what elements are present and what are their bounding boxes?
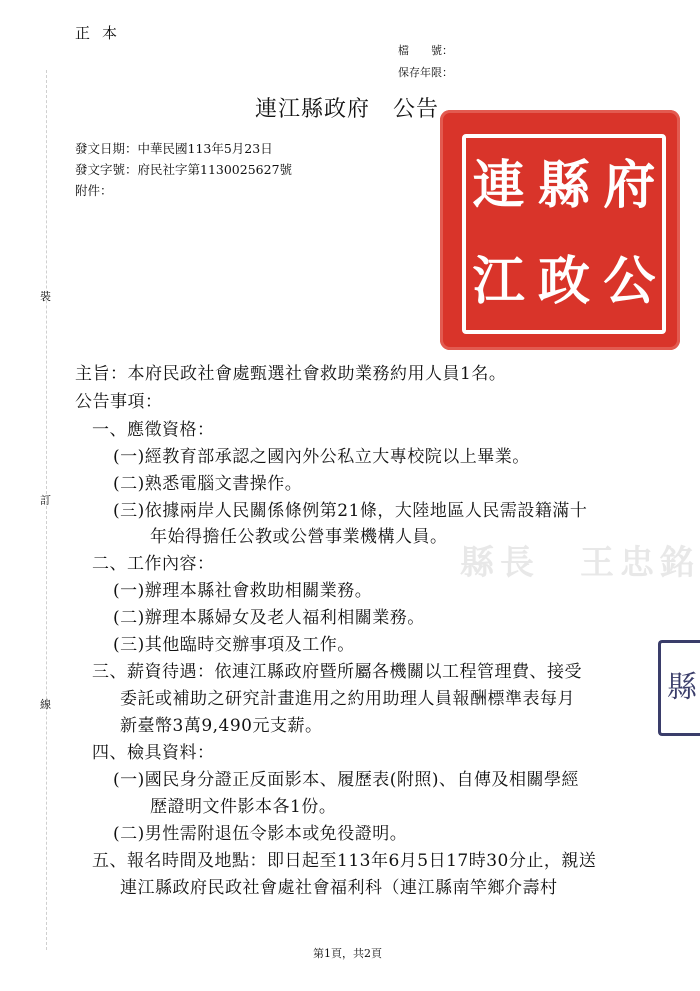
sub-item: (二)男性需附退伍令影本或免役證明。 bbox=[113, 824, 408, 844]
binding-line bbox=[46, 70, 47, 950]
sub-item: (二)熟悉電腦文書操作。 bbox=[113, 474, 303, 494]
item-heading: 五、報名時間及地點：即日起至113年6月5日17時30分止，親送 bbox=[92, 851, 597, 871]
document-title: 連江縣政府 公告 bbox=[255, 97, 440, 122]
faint-signature-stamp: 縣長 王忠銘 bbox=[460, 543, 700, 583]
sub-item: (三)其他臨時交辦事項及工作。 bbox=[113, 635, 355, 655]
item-heading: 二、工作內容： bbox=[92, 554, 215, 574]
sub-item: (一)國民身分證正反面影本、履歷表(附照)、自傳及相關學經 bbox=[113, 770, 580, 790]
sub-item: (一)辦理本縣社會救助相關業務。 bbox=[113, 581, 373, 601]
seal-char: 縣 bbox=[537, 155, 590, 216]
item-heading: 三、薪資待遇：依連江縣政府暨所屬各機關以工程管理費、接受 bbox=[92, 662, 582, 682]
section-label: 公告事項： bbox=[75, 392, 163, 412]
retention-period-label: 保存年限： bbox=[398, 66, 453, 79]
page-footer: 第1頁，共2頁 bbox=[313, 947, 382, 960]
side-seal-stamp: 縣 bbox=[658, 640, 700, 736]
sub-item-continuation: 歷證明文件影本各1份。 bbox=[150, 797, 337, 817]
binding-mark-bind: 裝 bbox=[40, 290, 51, 303]
item-continuation: 新臺幣3萬9,490元支薪。 bbox=[120, 716, 323, 736]
binding-mark-staple: 訂 bbox=[40, 494, 51, 507]
subject-line: 主旨：本府民政社會處甄選社會救助業務約用人員1名。 bbox=[75, 364, 507, 384]
copy-label: 正本 bbox=[75, 24, 130, 42]
sub-item: (一)經教育部承認之國內外公私立大專校院以上畢業。 bbox=[113, 447, 530, 467]
item-continuation: 委託或補助之研究計畫進用之約用助理人員報酬標準表每月 bbox=[120, 689, 575, 709]
attachment-label: 附件： bbox=[75, 183, 113, 198]
seal-char: 政 bbox=[537, 251, 590, 312]
seal-char: 連 bbox=[472, 155, 525, 216]
item-continuation: 連江縣政府民政社會處社會福利科（連江縣南竿鄉介壽村 bbox=[120, 878, 558, 898]
binding-mark-line: 線 bbox=[40, 698, 51, 711]
seal-char: 公 bbox=[603, 251, 656, 312]
file-number-label: 檔 號： bbox=[398, 44, 453, 57]
official-seal bbox=[440, 110, 680, 350]
seal-char: 江 bbox=[472, 251, 525, 312]
document-number: 發文字號：府民社字第1130025627號 bbox=[75, 162, 293, 177]
sub-item: (二)辦理本縣婦女及老人福利相關業務。 bbox=[113, 608, 425, 628]
sub-item: (三)依據兩岸人民關係條例第21條，大陸地區人民需設籍滿十 bbox=[113, 501, 588, 521]
seal-char: 府 bbox=[603, 155, 656, 216]
sub-item-continuation: 年始得擔任公教或公營事業機構人員。 bbox=[150, 527, 448, 547]
issue-date: 發文日期：中華民國113年5月23日 bbox=[75, 141, 273, 156]
item-heading: 一、應徵資格： bbox=[92, 420, 215, 440]
item-heading: 四、檢具資料： bbox=[92, 743, 215, 763]
